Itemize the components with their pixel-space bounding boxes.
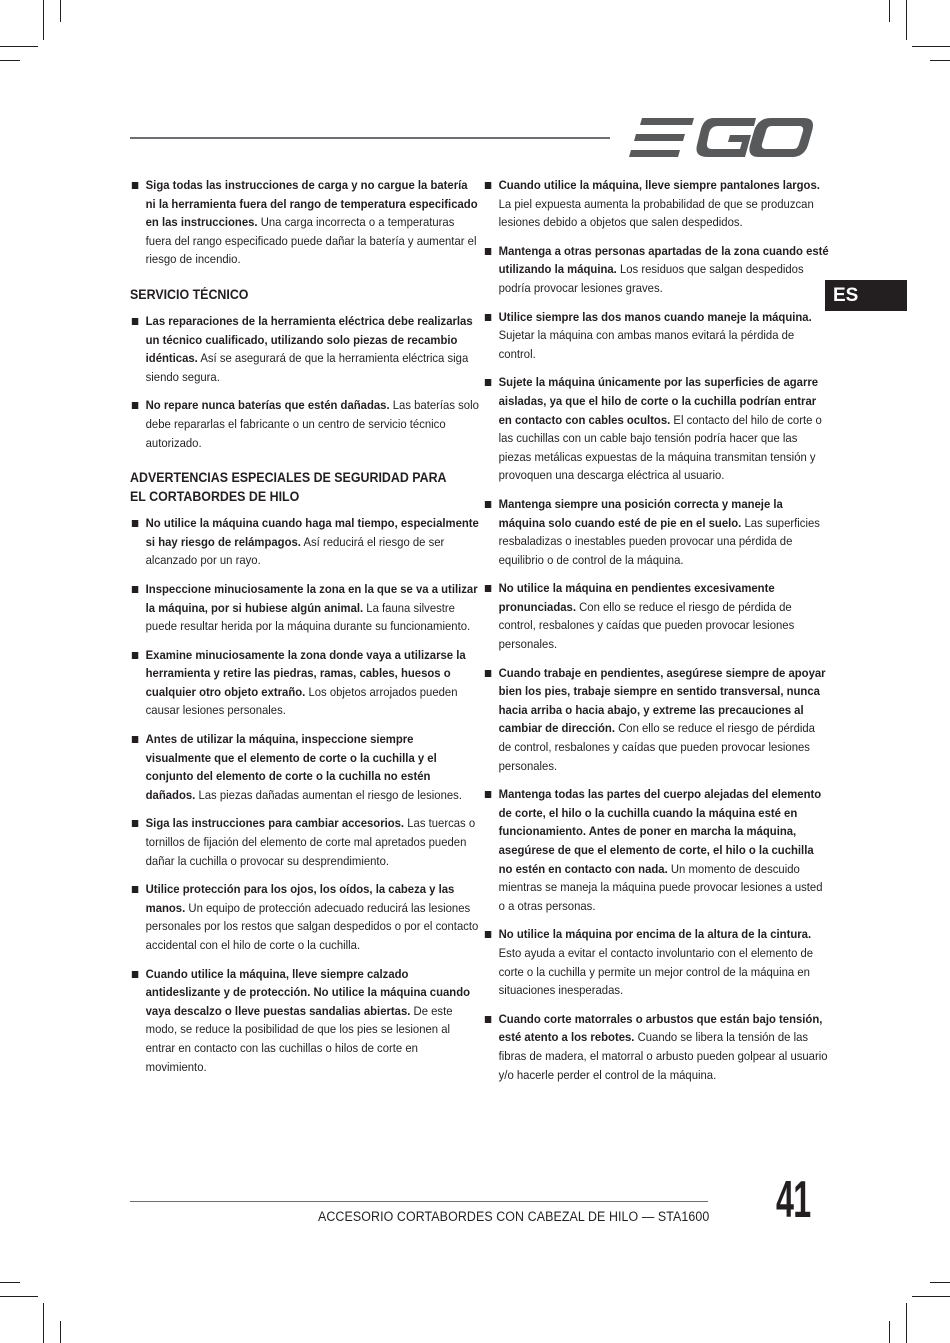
item-bold-text: No repare nunca baterías que estén dañadas. (145, 398, 390, 413)
bullet-square-icon (132, 820, 138, 827)
item-bold-text: Inspeccione minuciosamente la zona en la que se va a utilizar la máquina, por si hubiese algún animal. (145, 581, 478, 615)
bullet-square-icon (132, 520, 138, 527)
list-item (483, 579, 831, 653)
bullet-square-icon (132, 971, 138, 978)
item-text: La fauna silvestre puede resultar herida por la máquina durante su funcionamiento. (145, 600, 471, 634)
list-item (130, 396, 479, 452)
item-bold-text: Las reparaciones de la herramienta eléctrica debe realizarlas un técnico cualificado, utilizando solo piezas de recambio idénticas. (145, 313, 473, 366)
intro-list (130, 176, 478, 269)
list-item (130, 580, 479, 636)
bullet-square-icon (485, 182, 491, 189)
bullet-square-icon (485, 379, 491, 386)
warnings-heading: ADVERTENCIAS ESPECIALES DE SEGURIDAD PARA EL CORTABORDES DE HILO (130, 470, 447, 505)
item-text: De este modo, se reduce la posibilidad de que los pies se lesionen al entrar en contacto con las cuchillas o hilos de corte en movimiento. (145, 1003, 453, 1074)
bullet-square-icon (485, 314, 491, 321)
ego-logo (628, 117, 813, 159)
bullet-square-icon (132, 736, 138, 743)
item-bold-text: Cuando corte matorrales o arbustos que están bajo tensión, esté atento a los rebotes. (498, 1011, 823, 1045)
list-item (483, 308, 831, 364)
list-item (130, 965, 479, 1077)
list-item (130, 880, 479, 954)
page-number: 41 (776, 1171, 811, 1229)
item-text: Las piezas dañadas aumentan el riesgo de lesiones. (195, 787, 462, 802)
list-item (483, 785, 831, 915)
right-column (483, 176, 829, 1094)
item-bold-text: Examine minuciosamente la zona donde vaya a utilizarse la herramienta y retire las piedras, ramas, cables, huesos o cualquier otro objeto extraño. (145, 647, 466, 699)
bullet-square-icon (485, 248, 491, 255)
item-text: Con ello se reduce el riesgo de pérdida de control, resbalones y caídas que pueden provocar lesiones personales. (498, 599, 795, 652)
item-text: Sujetar la máquina con ambas manos evitará la pérdida de control. (498, 328, 795, 361)
warnings-list (130, 514, 479, 1076)
bullet-square-icon (132, 402, 138, 409)
header-rule (130, 137, 610, 139)
item-bold-text: Cuando trabaje en pendientes, asegúrese siempre de apoyar bien los pies, trabaje siempre en sentido transversal, nunca hacia arriba o hacia abajo, y extreme las precauciones al cambiar de dirección. (498, 665, 826, 736)
item-text: Las superficies resbaladizas o inestables pueden provocar una pérdida de equilibrio o de control de la máquina. (498, 515, 820, 567)
item-text: Las baterías solo debe repararlas el fabricante o un centro de servicio técnico autorizado. (145, 398, 479, 450)
left-column (130, 176, 479, 1086)
item-text: Así se asegurará de que la herramienta eléctrica siga siendo segura. (145, 351, 469, 384)
bullet-square-icon (485, 931, 491, 938)
item-bold-text: Mantenga a otras personas apartadas de la zona cuando esté utilizando la máquina. (498, 243, 829, 277)
service-list (130, 312, 479, 452)
bullet-square-icon (132, 586, 138, 593)
item-text: El contacto del hilo de corte o las cuchillas con un cable bajo tensión podría hacer que las piezas metálicas expuestas de la máquina transmitan tensión y provoquen una descarga eléctrica al usuario. (498, 412, 822, 483)
list-item (130, 730, 479, 804)
item-text: Un equipo de protección adecuado reducirá las lesiones personales por los restos que salgan despedidos o por el contacto accidental con el hilo de corte o la cuchilla. (145, 900, 479, 952)
footer-rule (130, 1201, 708, 1202)
item-bold-text: Cuando utilice la máquina, lleve siempre pantalones largos. (498, 178, 820, 192)
list-item (483, 242, 831, 298)
right-warnings-list (483, 176, 829, 1084)
item-bold-text: Sujete la máquina únicamente por las superficies de agarre aisladas, ya que el hilo de corte o la cuchilla podrían entrar en contacto con cables ocultos. (498, 375, 819, 427)
list-item (483, 664, 831, 776)
item-bold-text: Mantenga siempre una posición correcta y maneje la máquina solo cuando esté de pie en el suelo. (498, 496, 783, 530)
bullet-square-icon (132, 182, 138, 189)
item-text: Los objetos arrojados pueden causar lesiones personales. (145, 684, 458, 718)
list-item (483, 176, 831, 232)
bullet-square-icon (485, 1016, 491, 1023)
item-bold-text: No utilice la máquina cuando haga mal tiempo, especialmente si hay riesgo de relámpagos. (145, 516, 479, 549)
list-item (130, 176, 479, 269)
item-text: Así reducirá el riesgo de ser alcanzado por un rayo. (145, 534, 445, 568)
item-text: Una carga incorrecta o a temperaturas fuera del rango especificado puede dañar la batería y aumentar el riesgo de incendio. (145, 215, 477, 267)
item-text: Un momento de descuido mientras se maneja la máquina puede provocar lesiones a usted o a otras personas. (498, 861, 823, 913)
bullet-square-icon (485, 791, 491, 798)
list-item (483, 373, 831, 485)
item-text: La piel expuesta aumenta la probabilidad de que se produzcan lesiones debido a objetos que salen despedidos. (498, 196, 814, 230)
item-bold-text: Utilice protección para los ojos, los oídos, la cabeza y las manos. (145, 882, 455, 915)
item-bold-text: Antes de utilizar la máquina, inspeccione siempre visualmente que el elemento de corte o la cuchilla y el conjunto del elemento de corte o la cuchilla no estén dañados. (145, 732, 437, 802)
item-bold-text: No utilice la máquina en pendientes excesivamente pronunciadas. (498, 581, 775, 614)
bullet-square-icon (132, 886, 138, 893)
bullet-square-icon (485, 501, 491, 508)
footer-title: ACCESORIO CORTABORDES CON CABEZAL DE HILO — STA1600 (318, 1209, 710, 1224)
item-text: Los residuos que salgan despedidos podría provocar lesiones graves. (498, 262, 804, 295)
item-bold-text: Siga todas las instrucciones de carga y no cargue la batería ni la herramienta fuera del rango de temperatura especificado en las instrucciones. (145, 178, 478, 230)
item-bold-text: No utilice la máquina por encima de la altura de la cintura. (498, 927, 812, 942)
bullet-square-icon (132, 652, 138, 659)
item-text: Con ello se reduce el riesgo de pérdida de control, resbalones y caídas que pueden provocar lesiones personales. (498, 721, 815, 773)
list-item (483, 495, 831, 569)
list-item (483, 1010, 831, 1084)
item-text: Esto ayuda a evitar el contacto involuntario con el elemento de corte o la cuchilla y permite un mejor control de la máquina en situaciones inesperadas. (498, 945, 814, 998)
item-bold-text: Cuando utilice la máquina, lleve siempre calzado antideslizante y de protección. No utilice la máquina cuando vaya descalzo o lleve puestas sandalias abiertas. (145, 966, 471, 1018)
list-item (130, 814, 479, 870)
item-bold-text: Utilice siempre las dos manos cuando maneje la máquina. (498, 309, 812, 324)
bullet-square-icon (132, 318, 138, 325)
language-tab: ES (825, 280, 907, 311)
bullet-square-icon (485, 585, 491, 592)
item-text: Cuando se libera la tensión de las fibras de madera, el matorral o arbusto pueden golpear al usuario y/o hacerle perder el control de la máquina. (498, 1030, 828, 1082)
bullet-square-icon (485, 670, 491, 677)
item-text: Las tuercas o tornillos de fijación del elemento de corte mal apretados pueden dañar la cuchilla o provocar su desprendimiento. (145, 816, 476, 868)
list-item (130, 312, 479, 386)
list-item (483, 925, 831, 999)
service-heading: SERVICIO TÉCNICO (130, 286, 249, 302)
list-item (130, 514, 479, 570)
item-bold-text: Siga las instrucciones para cambiar accesorios. (145, 816, 405, 831)
item-bold-text: Mantenga todas las partes del cuerpo alejadas del elemento de corte, el hilo o la cuchilla cuando la máquina esté en funcionamiento. Antes de poner en marcha la máquina, asegúrese de que el elemento de corte, el hilo o la cuchilla no estén en contacto con nada. (498, 787, 822, 876)
list-item (130, 646, 479, 720)
